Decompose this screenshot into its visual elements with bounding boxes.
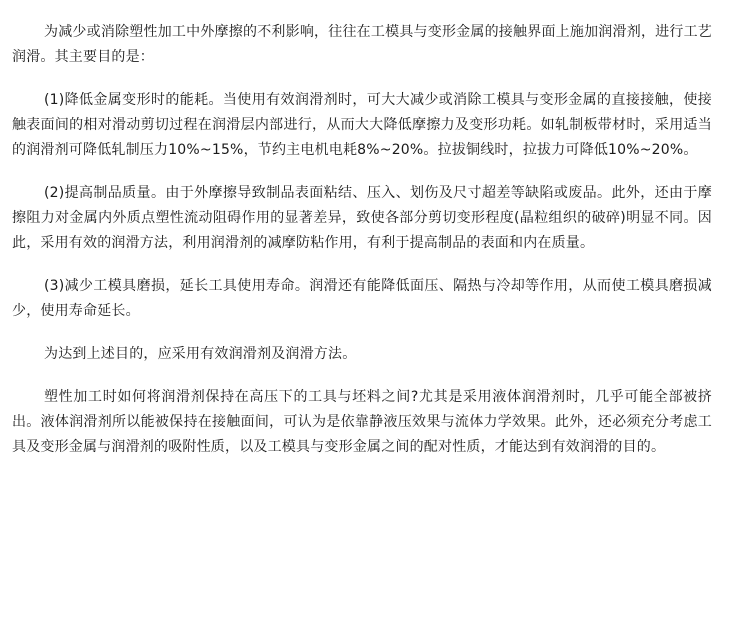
point-3-paragraph: (3)减少工模具磨损，延长工具使用寿命。润滑还有能降低面压、隔热与冷却等作用，从而使工模具磨损减少，使用寿命延长。 <box>12 278 712 319</box>
article-body <box>12 20 712 478</box>
point-2-paragraph: (2)提高制品质量。由于外摩擦导致制品表面粘结、压入、划伤及尺寸超差等缺陷或废品。此外，还由于摩擦阻力对金属内外质点塑性流动阻碍作用的显著差异，致使各部分剪切变形程度(晶粒组织的破碎)明显不同。因此，采用有效的润滑方法，利用润滑剂的减摩防粘作用，有利于提高制品的表面和内在质量。 <box>12 185 712 251</box>
intro-paragraph: 为减少或消除塑性加工中外摩擦的不利影响，往往在工模具与变形金属的接触界面上施加润滑剂，进行工艺润滑。其主要目的是： <box>12 24 712 65</box>
summary-paragraph: 为达到上述目的，应采用有效润滑剂及润滑方法。 <box>44 346 357 362</box>
closing-paragraph: 塑性加工时如何将润滑剂保持在高压下的工具与坯料之间?尤其是采用液体润滑剂时，几乎可能全部被挤出。液体润滑剂所以能被保持在接触面间，可认为是依靠静液压效果与流体力学效果。此外，还必须充分考虑工具及变形金属与润滑剂的吸附性质，以及工模具与变形金属之间的配对性质，才能达到有效润滑的目的。 <box>12 389 712 455</box>
point-1-paragraph: (1)降低金属变形时的能耗。当使用有效润滑剂时，可大大减少或消除工模具与变形金属的直接接触，使接触表面间的相对滑动剪切过程在润滑层内部进行，从而大大降低摩擦力及变形功耗。如轧制板带材时，采用适当的润滑剂可降低轧制压力10%~15%，节约主电机电耗8%~20%。拉拔铜线时，拉拔力可降低10%~20%。 <box>12 92 712 158</box>
